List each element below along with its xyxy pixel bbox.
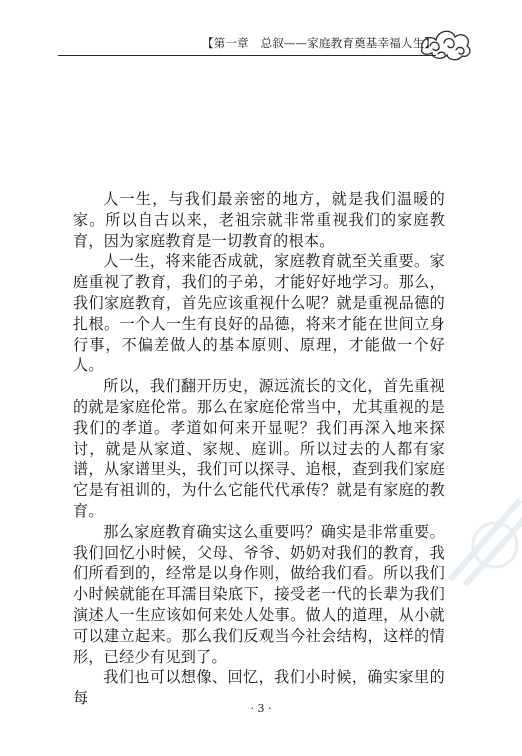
watermark-icon <box>440 490 522 590</box>
body-text <box>73 189 445 709</box>
running-header <box>58 34 436 56</box>
paragraph: 所以，我们翻开历史，源远流长的文化，首先重视的就是家庭伦常。那么在家庭伦常当中，尤其重视的是我们的孝道。孝道如何来开显呢？我们再深入地来探讨，就是从家道、家规、庭训。所以过去的人都有家谱，从家谱里头，我们可以探寻、追根，查到我们家庭它是有祖训的，为什么它能代代承传？就是有家庭的教育。 <box>73 377 445 520</box>
page-number: · 3 · <box>250 702 272 715</box>
paragraph: 人一生，与我们最亲密的地方，就是我们温暖的家。所以自古以来，老祖宗就非常重视我们的家庭教育，因为家庭教育是一切教育的根本。 <box>73 190 445 250</box>
paragraph: 人一生，将来能否成就，家庭教育就至关重要。家庭重视了教育，我们的子弟，才能好好地学习。那么，我们家庭教育，首先应该重视什么呢？就是重视品德的扎根。一个人一生有良好的品德，将来才能在世间立身行事，不偏差做人的基本原则、原理，才能做一个好人。 <box>73 252 445 375</box>
paragraph: 我们也可以想像、回忆，我们小时候，确实家里的每 <box>73 668 445 708</box>
cloud-ornament-icon <box>418 22 474 64</box>
chapter-title: 【第一章 总叙——家庭教育奠基幸福人生】 <box>202 36 436 50</box>
header-rule <box>58 55 436 56</box>
paragraph: 那么家庭教育确实这么重要吗？确实是非常重要。我们回忆小时候，父母、爷爷、奶奶对我们的教育，我们所看到的，经常是以身作则，做给我们看。所以我们小时候就能在耳濡目染底下，接受老一代的长辈为我们演述人一生应该如何来处人处事。做人的道理，从小就可以建立起来。那么我们反观当今社会结构，这样的情形，已经少有见到了。 <box>73 522 445 666</box>
